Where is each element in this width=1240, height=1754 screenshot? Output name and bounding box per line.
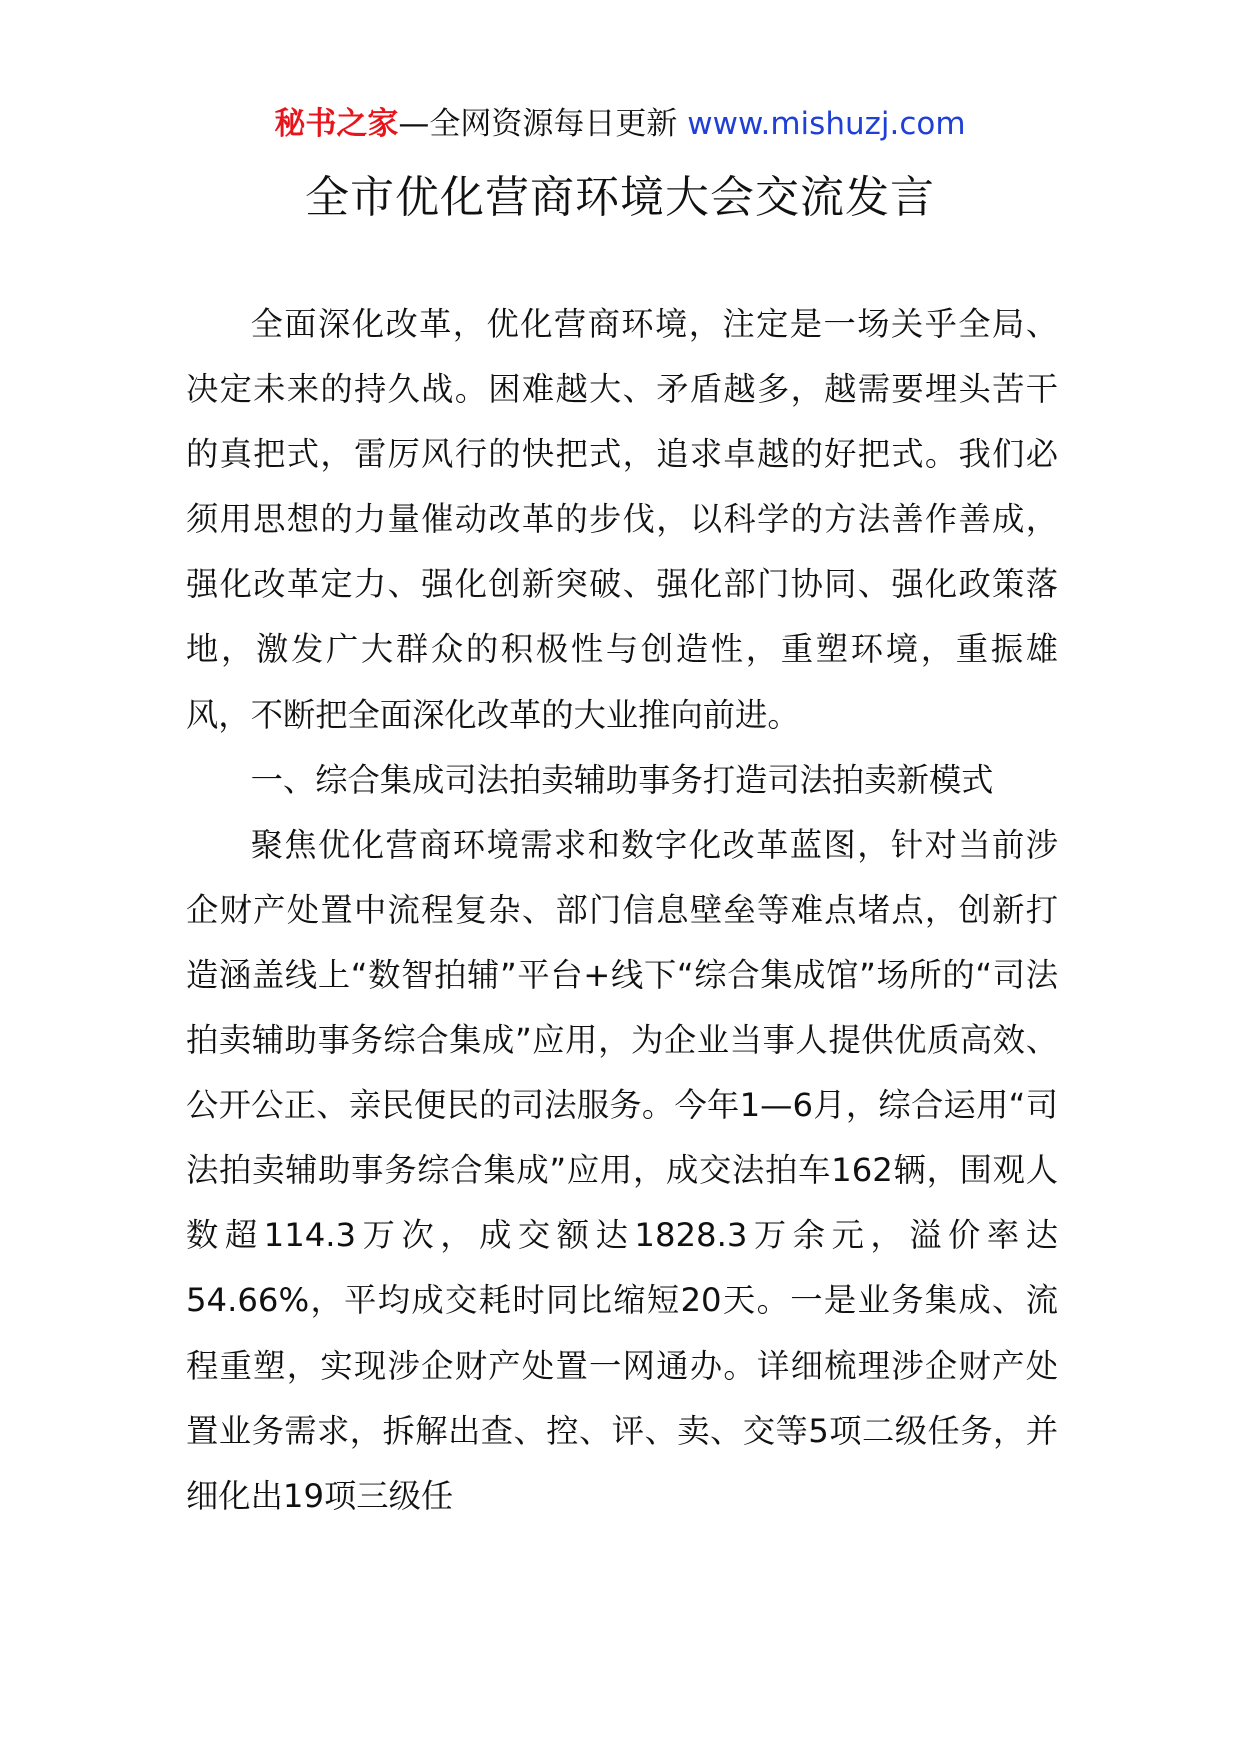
document-body <box>186 292 1058 1529</box>
brand-name: 秘书之家 <box>274 106 399 142</box>
header-tagline: —全网资源每日更新 <box>398 106 678 142</box>
site-header <box>0 102 1240 146</box>
document-title: 全市优化营商环境大会交流发言 <box>305 172 935 223</box>
paragraph-section-1: 聚焦优化营商环境需求和数字化改革蓝图，针对当前涉企财产处置中流程复杂、部门信息壁垒等难点堵点，创新打造涵盖线上“数智拍辅”平台+线下“综合集成馆”场所的“司法拍卖辅助事务综合集成”应用，为企业当事人提供优质高效、公开公正、亲民便民的司法服务。今年1—6月，综合运用“司法拍卖辅助事务综合集成”应用，成交法拍车162辆，围观人数超114.3万次，成交额达1828.3万余元，溢价率达54.66%，平均成交耗时同比缩短20天。一是业务集成、流程重塑，实现涉企财产处置一网通办。详细梳理涉企财产处置业务需求，拆解出查、控、评、卖、交等5项二级任务，并细化出19项三级任 <box>186 825 1058 1515</box>
site-url-link[interactable]: www.mishuzj.com <box>687 106 966 142</box>
paragraph-intro: 全面深化改革，优化营商环境，注定是一场关乎全局、决定未来的持久战。困难越大、矛盾越多，越需要埋头苦干的真把式，雷厉风行的快把式，追求卓越的好把式。我们必须用思想的力量催动改革的步伐，以科学的方法善作善成，强化改革定力、强化创新突破、强化部门协同、强化政策落地，激发广大群众的积极性与创造性，重塑环境，重振雄风，不断把全面深化改革的大业推向前进。 <box>186 305 1058 734</box>
section-heading-1: 一、综合集成司法拍卖辅助事务打造司法拍卖新模式 <box>250 760 994 799</box>
